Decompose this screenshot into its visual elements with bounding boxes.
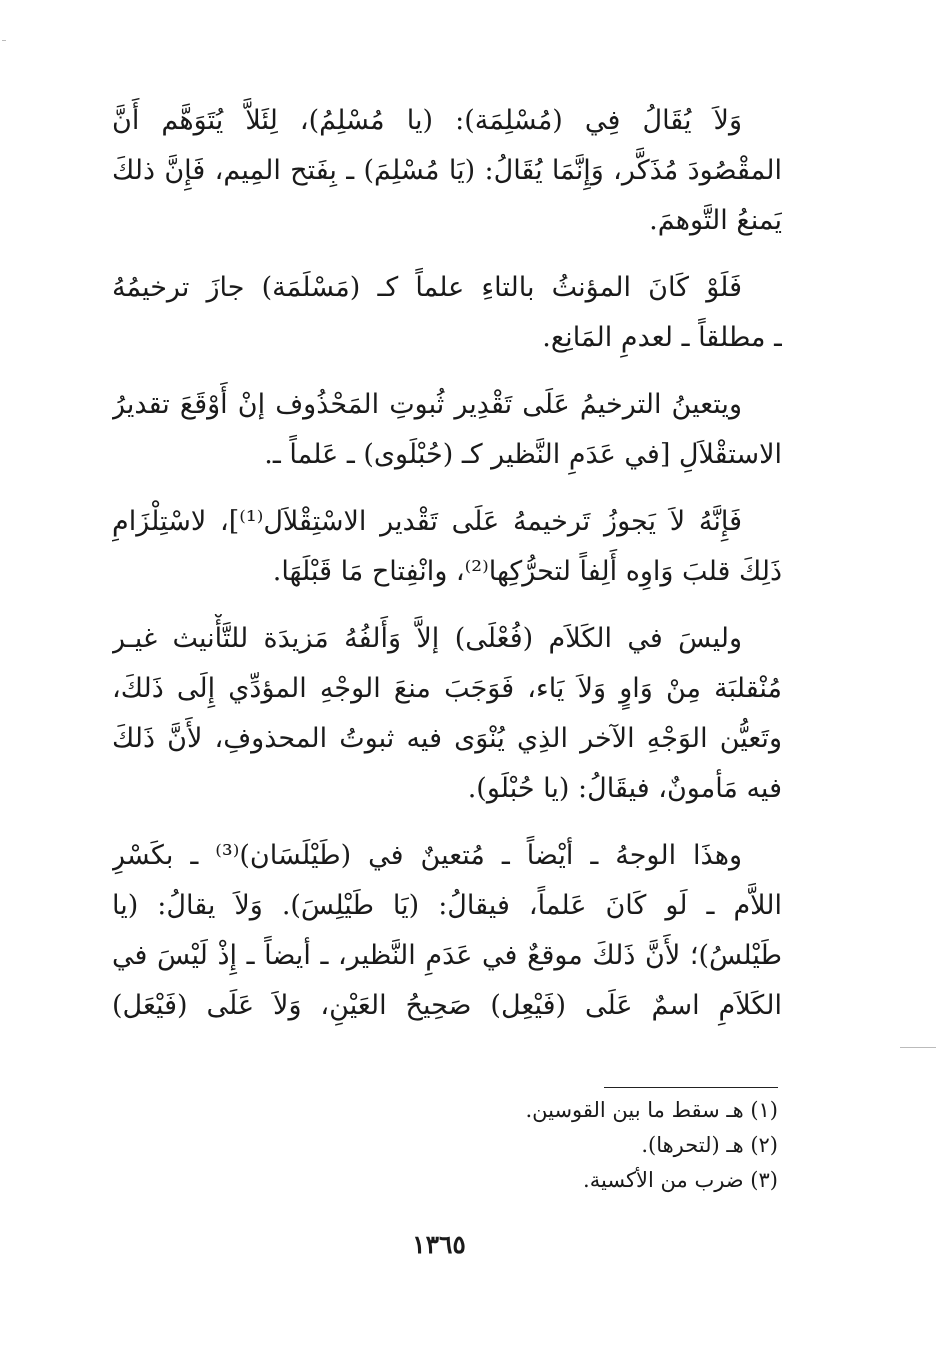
page-number: ١٣٦٥ <box>412 1230 466 1259</box>
text-line: فيه مَأمونٌ، فيقَالُ: (يا حُبْلَو). <box>467 773 782 804</box>
text-line: مُنْقلبَة مِنْ وَاوٍ وَلاَ يَاء، فَوَجَبَ منعَ الوجْهِ المؤدِّي إِلَى ذَلكَ، <box>112 673 782 704</box>
paragraph-1 <box>112 96 782 246</box>
main-text <box>112 96 782 1048</box>
text-line: وَلاَ يُقَالُ فِي (مُسْلِمَة): (يا مُسْلِمُ)، لِئَلاَّ يُتَوَهَّم أَنَّ <box>112 105 742 136</box>
text-line: ويتعينُ الترخيمُ عَلَى تَقْدِير ثُبوتِ المَحْذُوف إنْ أَوْقَعَ تقديرُ <box>112 389 742 420</box>
text-line: اللاَّم ـ لَو كَانَ عَلماً، فيقالُ: (يَا طَيْلِسَ). وَلاَ يقالُ: (يا <box>112 890 782 921</box>
text-line: وتَعيُّن الوَجْهِ الآخر الذِي يُنْوَى فيه ثبوتُ المحذوفِ، لأَنَّ ذَلكَ <box>112 723 782 754</box>
text-line: وهذَا الوجهُ ـ أيْضاً ـ مُتعينٌ في (طَيْلَسَان)⁽³⁾ ـ بكَسْرِ <box>112 840 742 871</box>
text-line: طَيْلسُ)؛ لأَنَّ ذَلكَ موقعٌ في عَدَمِ النَّظير، ـ أيضاً ـ إِذْ لَيْسَ في <box>112 940 782 971</box>
footnote-separator <box>604 1087 778 1088</box>
footnotes <box>400 1093 778 1198</box>
text-line: يَمنعُ التَّوهمَ. <box>649 205 782 236</box>
paragraph-4 <box>112 497 782 597</box>
text-line: المقْصُودَ مُذَكَّر، وَإِنَّمَا يُقَالُ: (يَا مُسْلِمَ) ـ بِفَتح المِيم، فَإِنَّ ذلكَ <box>112 155 782 186</box>
scan-mark-right <box>900 1047 936 1048</box>
footnote-2: (٢) هـ (لتحرها). <box>641 1133 778 1157</box>
text-line: ـ مطلقاً ـ لعدمِ المَانِع. <box>542 322 782 353</box>
text-line: وليسَ في الكَلاَم (فُعْلَى) إلاَّ وَأَلفُهُ مَزيدَة للتَّأْنيث غيـر <box>112 623 742 654</box>
text-line: ذَلِكَ قلبَ وَاوِه أَلِفاً لتحرُّكِها⁽²⁾، وانْفِتاح مَا قَبْلَهَا. <box>272 556 782 587</box>
footnote-1: (١) هـ سقط ما بين القوسين. <box>525 1098 778 1122</box>
scan-mark-left <box>2 40 6 41</box>
paragraph-3 <box>112 380 782 480</box>
paragraph-2 <box>112 263 782 363</box>
text-line: فَلَوْ كَانَ المؤنثُ بالتاءِ علماً كـ (مَسْلَمَة) جازَ ترخيمُهُ <box>112 272 742 303</box>
text-line: فَإِنَّهُ لاَ يَجوزُ تَرخيمهُ عَلَى تَقْدير الاسْتِقْلاَل⁽¹⁾]، لاسْتِلْزَامِ <box>112 506 742 537</box>
paragraph-5 <box>112 614 782 814</box>
footnote-3: (٣) ضرب من الأكسية. <box>583 1168 778 1192</box>
paragraph-6 <box>112 831 782 1031</box>
text-line: الكَلاَمِ اسمٌ عَلَى (فَيْعِل) صَحِيحُ العَيْنِ، وَلاَ عَلَى (فَيْعَل) <box>112 990 782 1021</box>
text-line: الاستقْلاَلِ [في عَدَمِ النَّظير كـ (حُبْلَوى) ـ عَلماً ـ. <box>264 439 782 470</box>
